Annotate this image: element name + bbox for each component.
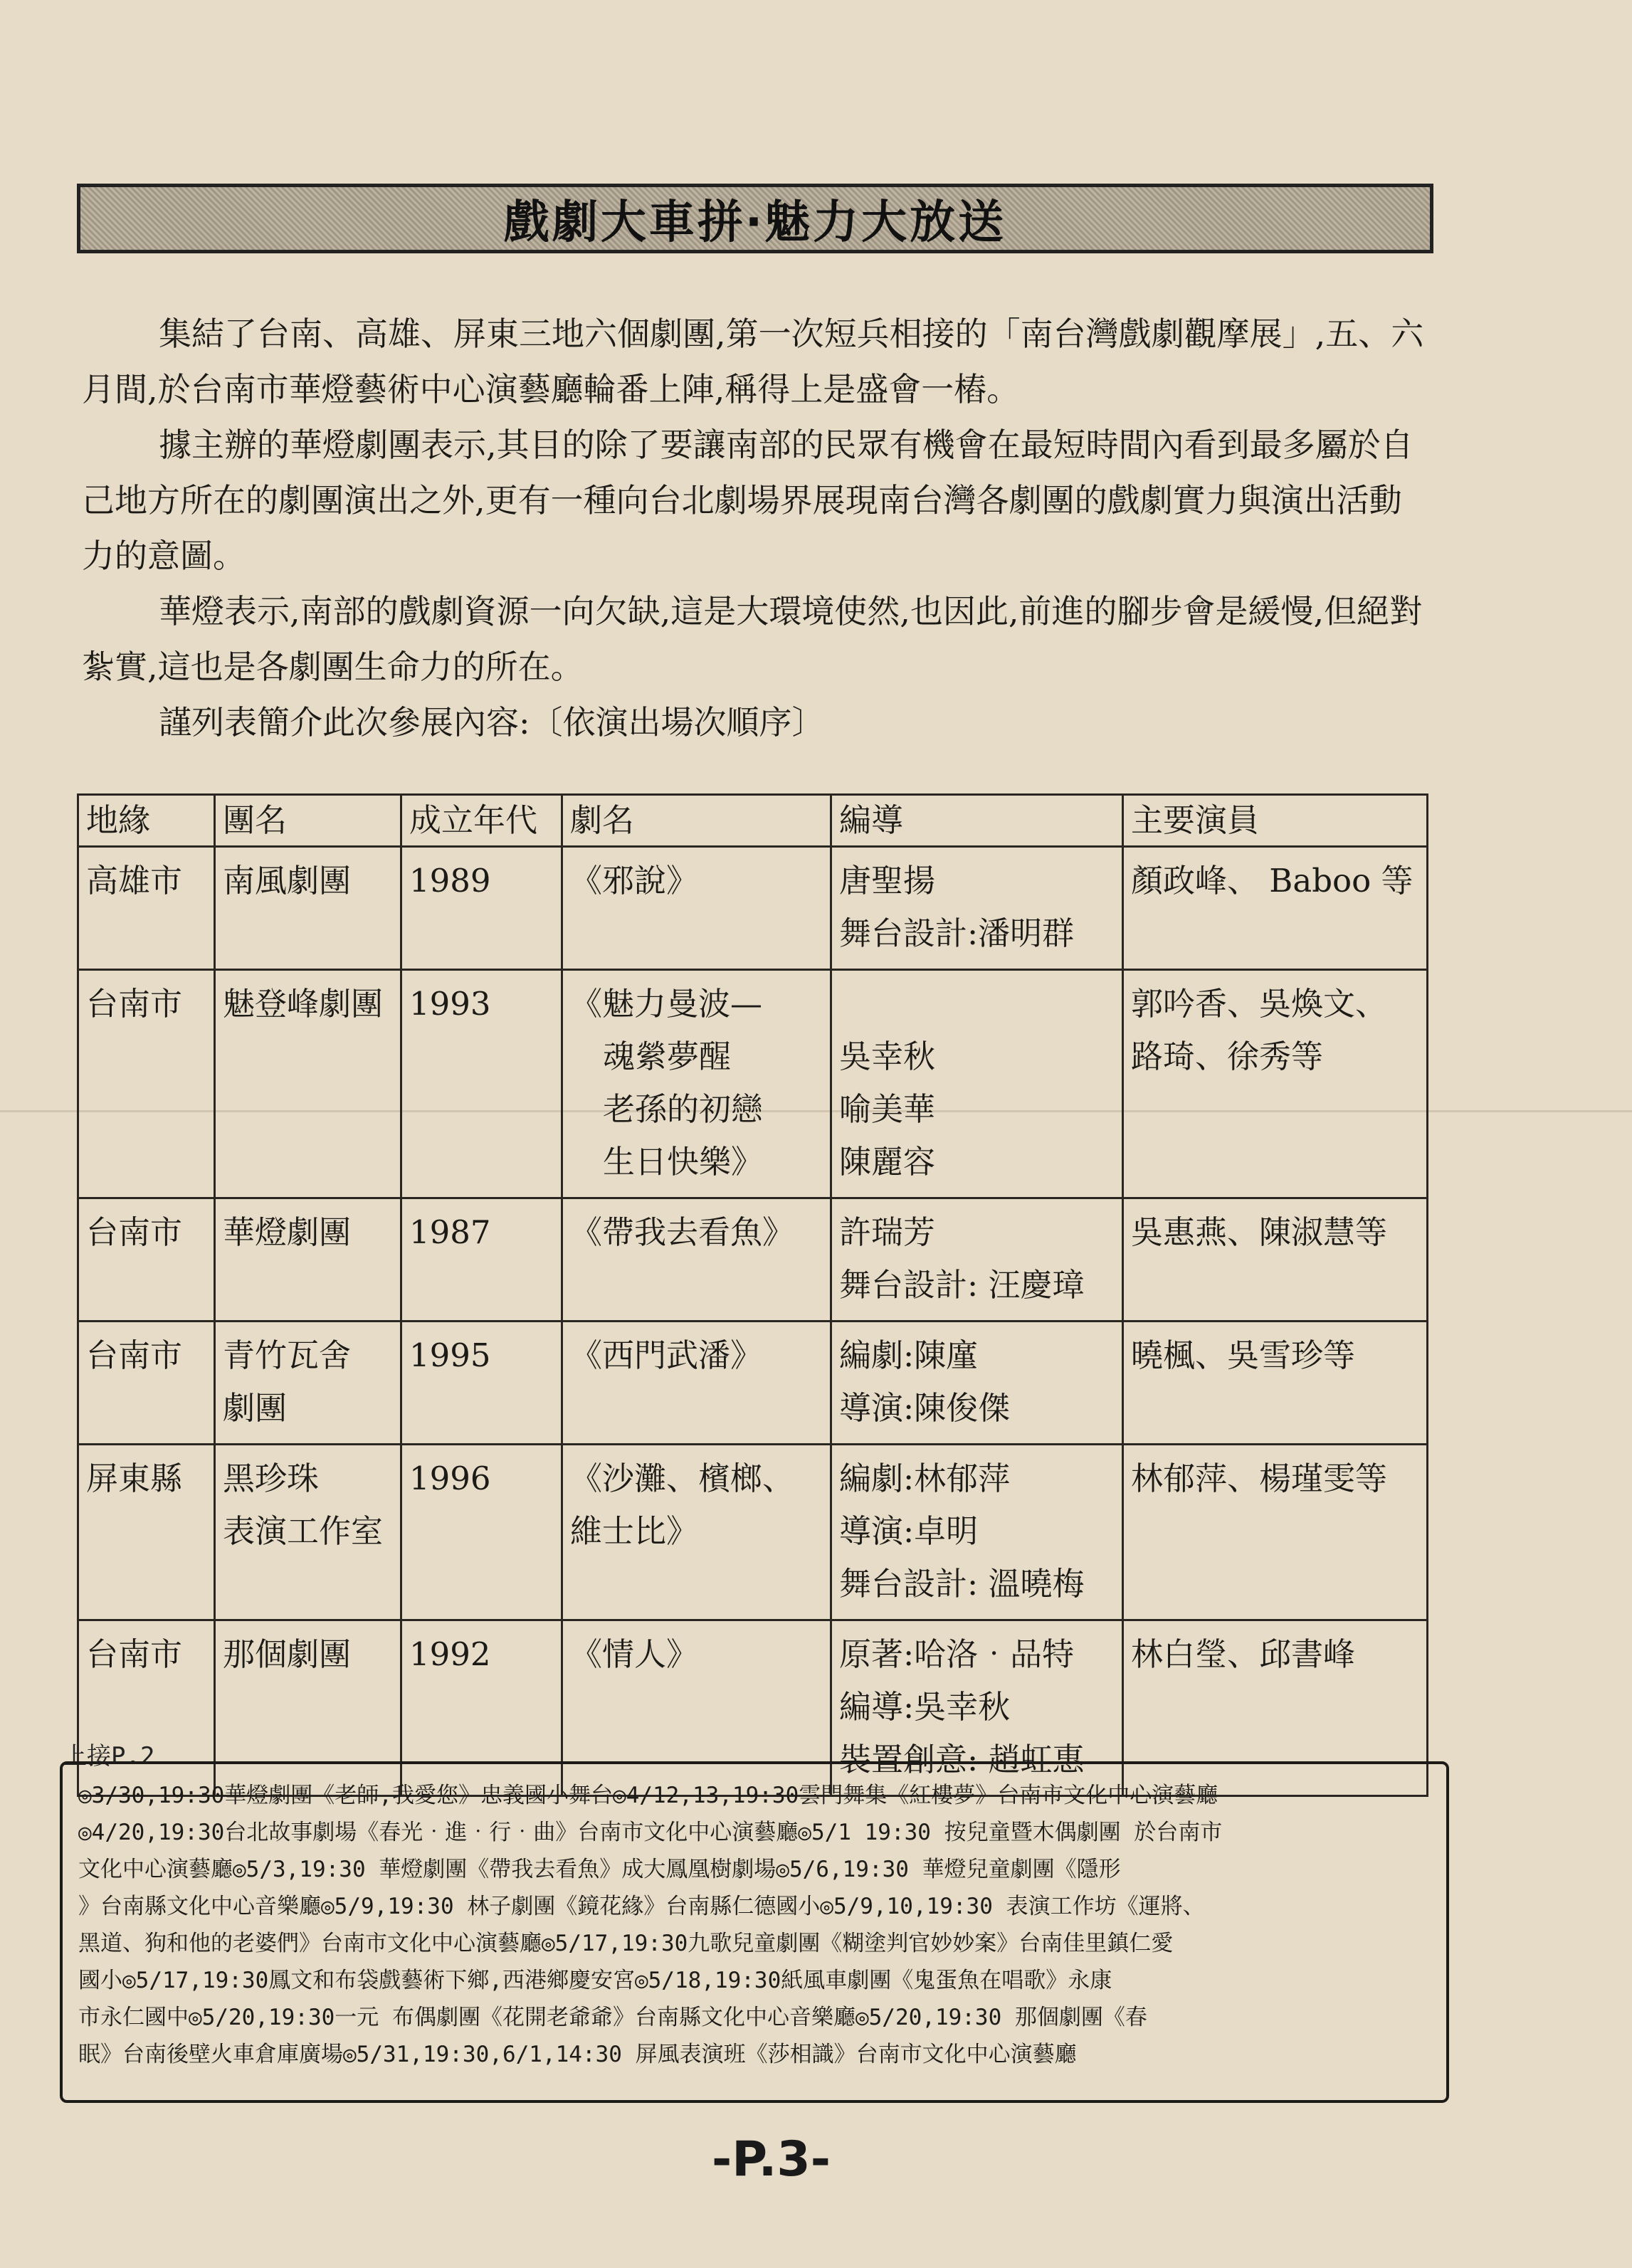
handnote-header: 上接P.2 — [63, 1742, 155, 1771]
cell-year: 1993 — [401, 970, 562, 1198]
intro-paragraph: 謹列表簡介此次參展內容:〔依演出場次順序〕 — [159, 703, 825, 742]
table-row — [78, 1445, 1428, 1620]
schedule-line: ◎3/30,19:30華燈劇團《老師,我愛您》忠義國小舞台◎4/12,13,19:30雲門舞集《紅樓夢》台南市文化中心演藝廳 — [78, 1783, 1218, 1808]
cell-cast: 林白瑩、邱書峰 — [1123, 1620, 1428, 1796]
cell-director: 編劇:陳廑 導演:陳俊傑 — [831, 1322, 1123, 1445]
col-header-cast: 主要演員 — [1123, 795, 1428, 847]
cell-play: 《西門武潘》 — [562, 1322, 831, 1445]
cell-cast: 郭吟香、吳煥文、 路琦、徐秀等 — [1123, 970, 1428, 1198]
cell-play: 《魅力曼波— 魂縈夢醒 老孫的初戀 生日快樂》 — [562, 970, 831, 1198]
cell-cast: 吳惠燕、陳淑慧等 — [1123, 1198, 1428, 1322]
schedule-line: 文化中心演藝廳◎5/3,19:30 華燈劇團《帶我去看魚》成大鳳凰樹劇場◎5/6,19:30 華燈兒童劇團《隱形 — [78, 1857, 1121, 1882]
cell-troupe: 魅登峰劇團 — [215, 970, 401, 1198]
col-header-troupe: 團名 — [215, 795, 401, 847]
table-row — [78, 847, 1428, 970]
cell-director: 吳幸秋 喻美華 陳麗容 — [831, 970, 1123, 1198]
cell-troupe: 黑珍珠 表演工作室 — [215, 1445, 401, 1620]
troupe-table — [77, 793, 1428, 1797]
intro-text — [82, 306, 1434, 750]
page-number: -P.3- — [712, 2131, 831, 2188]
table-row — [78, 1322, 1428, 1445]
banner-title: 戲劇大車拼‧魅力大放送 — [503, 196, 1007, 249]
cell-director: 唐聖揚 舞台設計:潘明群 — [831, 847, 1123, 970]
cell-troupe: 青竹瓦舍 劇團 — [215, 1322, 401, 1445]
cell-region: 台南市 — [78, 1198, 215, 1322]
schedule-line: 眠》台南後壁火車倉庫廣場◎5/31,19:30,6/1,14:30 屏風表演班《莎相識》台南市文化中心演藝廳 — [78, 2042, 1077, 2067]
schedule-line: ◎4/20,19:30台北故事劇場《春光‧進‧行‧曲》台南市文化中心演藝廳◎5/1 19:30 按兒童暨木偶劇團 於台南市 — [78, 1820, 1223, 1845]
schedule-line: 黑道、狗和他的老婆們》台南市文化中心演藝廳◎5/17,19:30九歌兒童劇團《糊塗判官妙妙案》台南佳里鎮仁愛 — [78, 1931, 1174, 1956]
cell-play: 《情人》 — [562, 1620, 831, 1796]
col-header-play: 劇名 — [562, 795, 831, 847]
schedule-line: 市永仁國中◎5/20,19:30一元 布偶劇團《花開老爺爺》台南縣文化中心音樂廳◎5/20,19:30 那個劇團《春 — [78, 2005, 1147, 2030]
cell-year: 1996 — [401, 1445, 562, 1620]
schedule-line: 》台南縣文化中心音樂廳◎5/9,19:30 林子劇團《鏡花緣》台南縣仁德國小◎5/9,10,19:30 表演工作坊《運將、 — [78, 1894, 1205, 1919]
col-header-director: 編導 — [831, 795, 1123, 847]
cell-region: 高雄市 — [78, 847, 215, 970]
intro-paragraph: 華燈表示,南部的戲劇資源一向欠缺,這是大環境使然,也因此,前進的腳步會是緩慢,但絕對紮實,這也是各劇團生命力的所在。 — [82, 592, 1423, 686]
col-header-region: 地緣 — [78, 795, 215, 847]
cell-troupe: 華燈劇團 — [215, 1198, 401, 1322]
col-header-year: 成立年代 — [401, 795, 562, 847]
cell-year: 1989 — [401, 847, 562, 970]
cell-play: 《邪說》 — [562, 847, 831, 970]
cell-director: 編劇:林郁萍 導演:卓明 舞台設計: 溫曉梅 — [831, 1445, 1123, 1620]
section-banner — [77, 184, 1433, 253]
table-row — [78, 1198, 1428, 1322]
handwritten-schedule — [60, 1761, 1449, 2103]
cell-region: 台南市 — [78, 1322, 215, 1445]
cell-region: 屏東縣 — [78, 1445, 215, 1620]
table-header-row — [78, 795, 1428, 847]
cell-director: 許瑞芳 舞台設計: 汪慶璋 — [831, 1198, 1123, 1322]
cell-cast: 林郁萍、楊瑾雯等 — [1123, 1445, 1428, 1620]
cell-cast: 曉楓、吳雪珍等 — [1123, 1322, 1428, 1445]
cell-year: 1995 — [401, 1322, 562, 1445]
cell-director: 原著:哈洛‧品特 編導:吳幸秋 裝置創意: 趙虹惠 — [831, 1620, 1123, 1796]
cell-troupe: 南風劇團 — [215, 847, 401, 970]
table-row — [78, 970, 1428, 1198]
cell-region: 台南市 — [78, 970, 215, 1198]
cell-play: 《沙灘、檳榔、 維士比》 — [562, 1445, 831, 1620]
cell-cast: 顏政峰、 Baboo 等 — [1123, 847, 1428, 970]
intro-paragraph: 集結了台南、高雄、屏東三地六個劇團,第一次短兵相接的「南台灣戲劇觀摩展」,五、六月間,於台南市華燈藝術中心演藝廳輪番上陣,稱得上是盛會一樁。 — [82, 315, 1424, 408]
cell-region: 台南市 — [78, 1620, 215, 1796]
cell-play: 《帶我去看魚》 — [562, 1198, 831, 1322]
schedule-line: 國小◎5/17,19:30鳳文和布袋戲藝術下鄉,西港鄉慶安宮◎5/18,19:30紙風車劇團《鬼蛋魚在唱歌》永康 — [78, 1968, 1112, 1993]
cell-year: 1987 — [401, 1198, 562, 1322]
cell-troupe: 那個劇團 — [215, 1620, 401, 1796]
intro-paragraph: 據主辦的華燈劇團表示,其目的除了要讓南部的民眾有機會在最短時間內看到最多屬於自己地方所在的劇團演出之外,更有一種向台北劇場界展現南台灣各劇團的戲劇實力與演出活動力的意圖。 — [82, 426, 1413, 575]
cell-year: 1992 — [401, 1620, 562, 1796]
